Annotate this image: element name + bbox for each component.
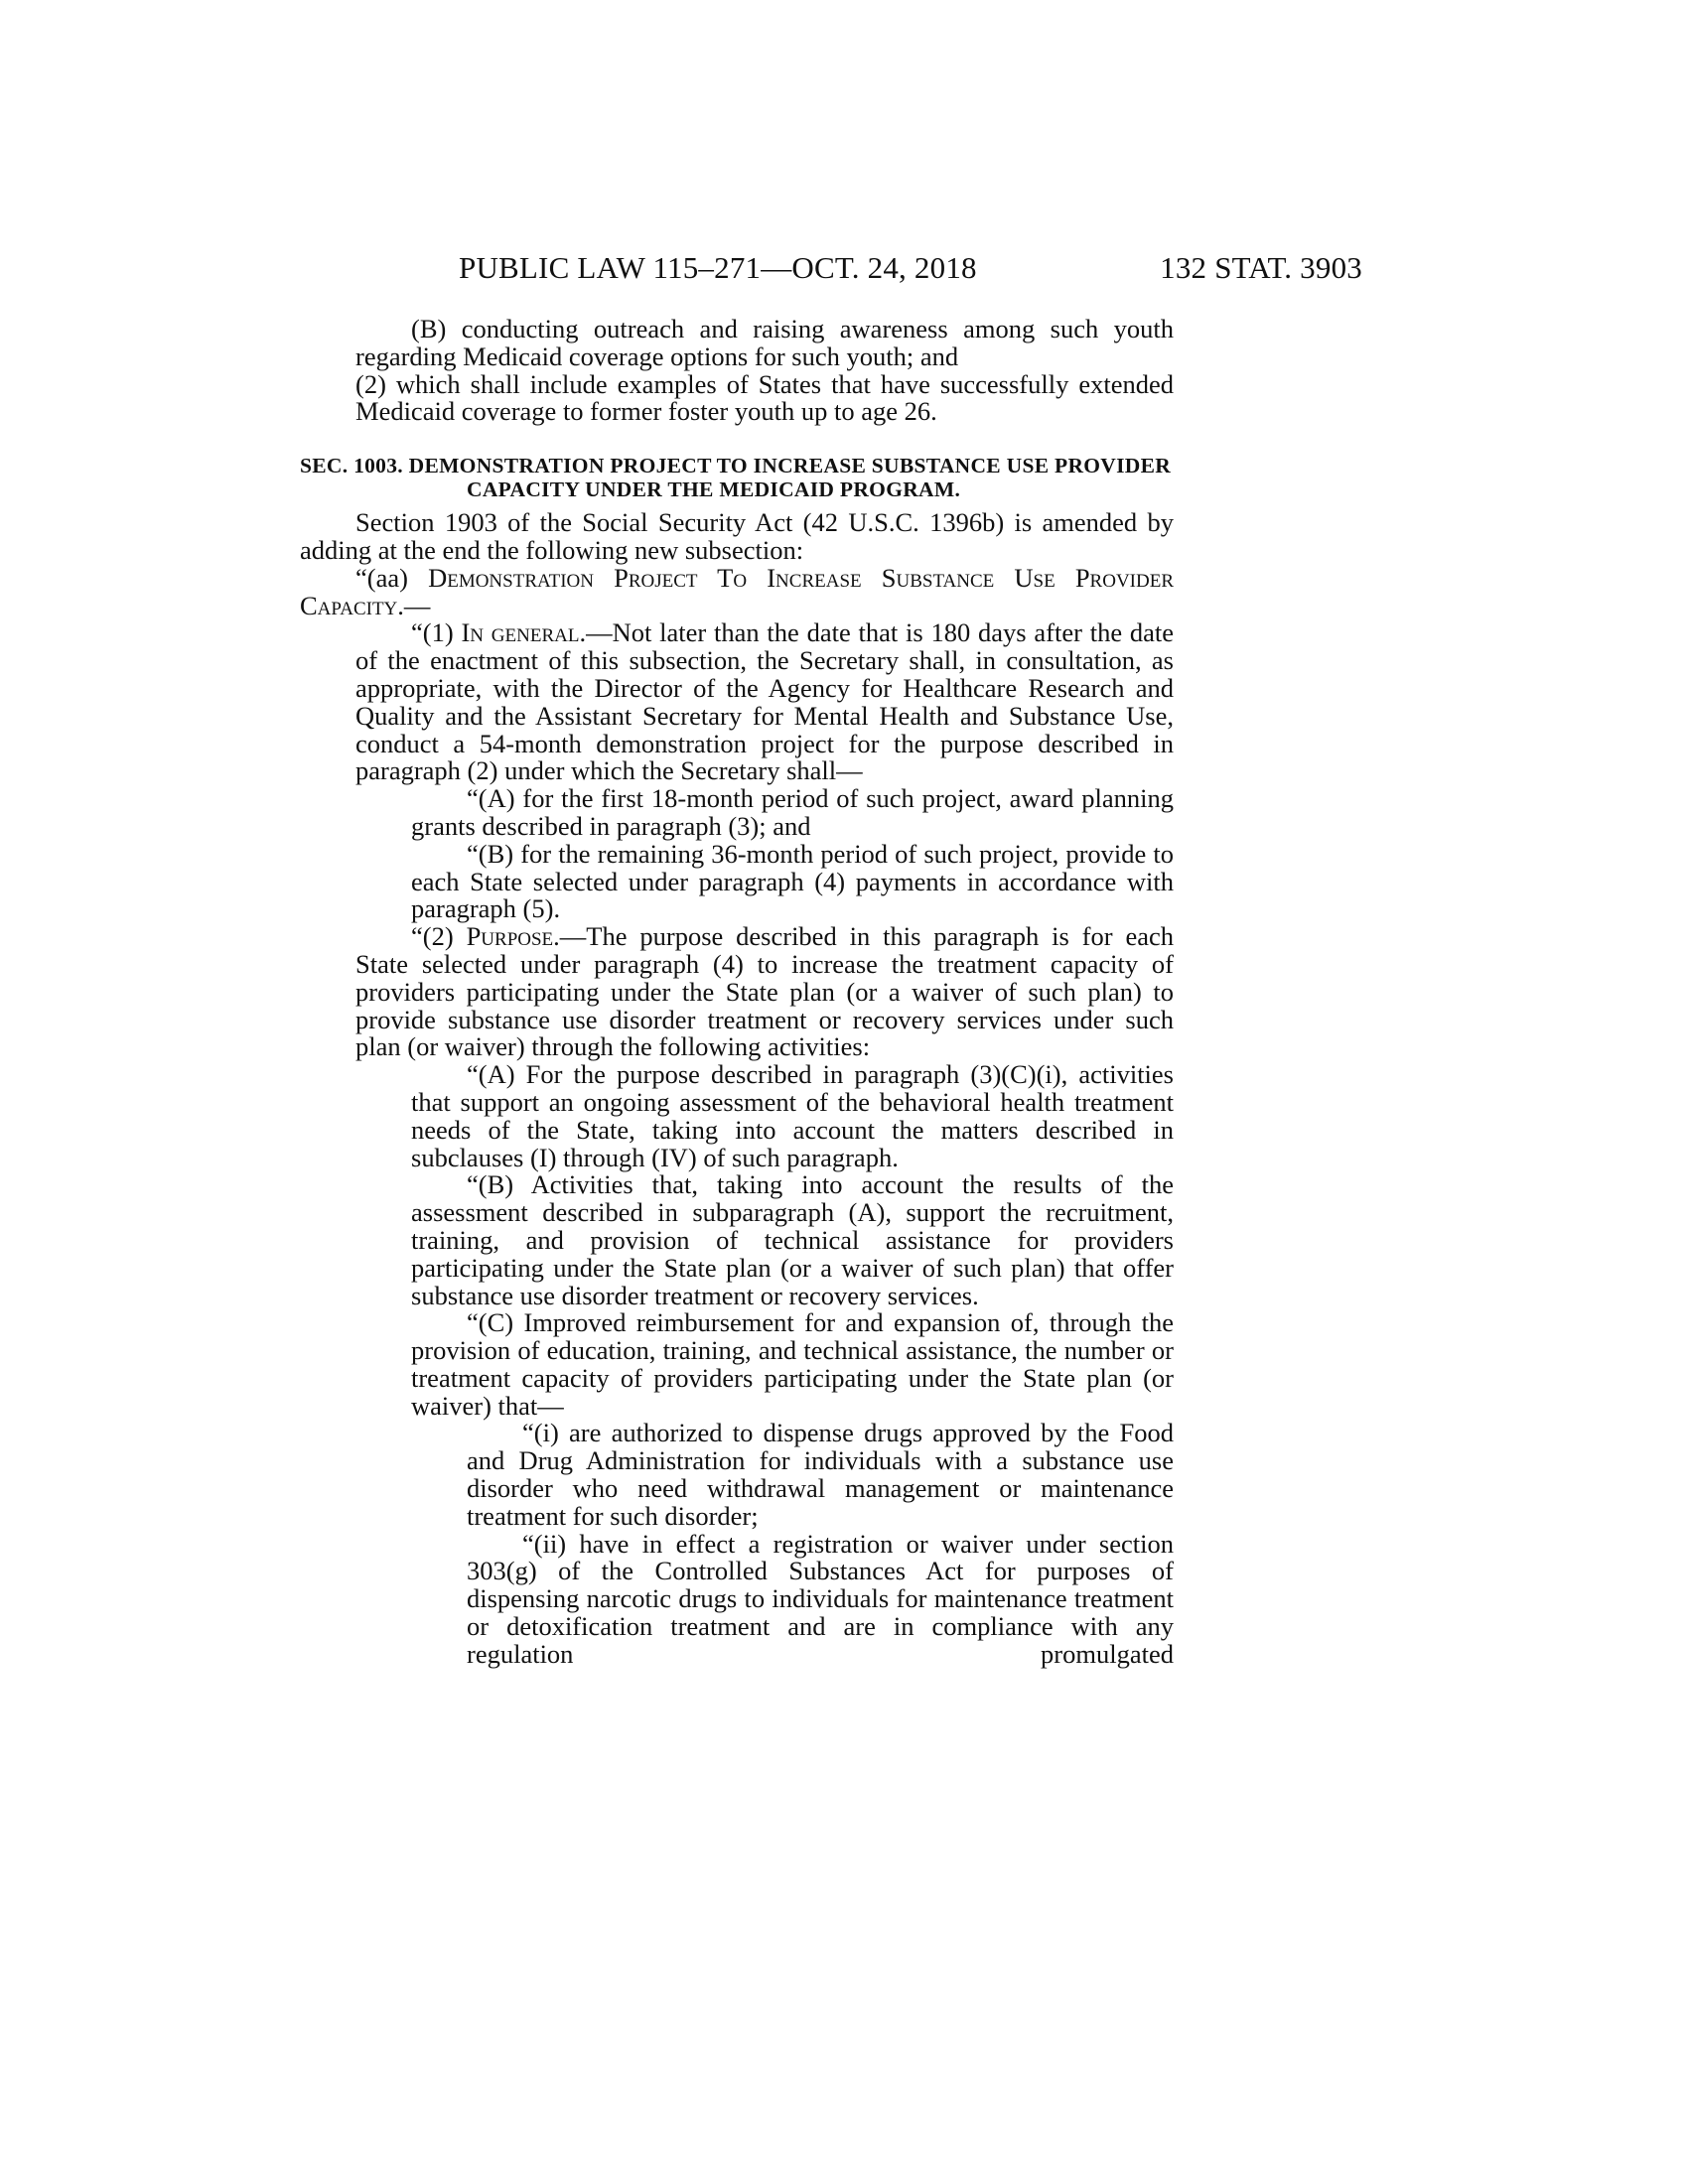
paragraph-2-subparagraph-a: “(A) For the purpose described in paragraph (3)(C)(i), activities that support an ongoing assessment of the behavioral health treatment needs of the State, taking into account the matters described in subclauses (I) through (IV) of such paragraph. [411, 1059, 1174, 1172]
subsection-aa-title: Demonstration Project To Increase Substance Use Provider Capacity.— [300, 562, 1174, 620]
paragraph-2-subparagraph-b: “(B) Activities that, taking into account the results of the assessment described in subparagraph (A), support the recruitment, training, and provision of technical assistance for providers participating under the State plan (or a waiver of such plan) that offer substance use disorder treatment or recovery services. [411, 1169, 1174, 1310]
paragraph-2-text: —The purpose described in this paragraph is for each State selected under paragraph (4) to increase the treatment capacity of providers participating under the State plan (or a waiver of such plan) to provide substance use disorder treatment or recovery services under such plan (or waiver) through the following activities: [355, 921, 1174, 1062]
paragraph-2-subparagraph-c: “(C) Improved reimbursement for and expansion of, through the provision of education, training, and technical assistance, the number or treatment capacity of providers participating under the State plan (or waiver) that— [411, 1307, 1174, 1421]
paragraph-1-title: In general. [461, 617, 587, 648]
paragraph-1-label: “(1) [411, 617, 454, 648]
subsection-aa-heading [300, 562, 1174, 620]
paragraph-2-title: Purpose. [466, 921, 560, 952]
paragraph-1-in-general [300, 619, 1174, 785]
section-heading: SEC. 1003. DEMONSTRATION PROJECT TO INCREASE SUBSTANCE USE PROVIDER CAPACITY UNDER THE MEDICAID PROGRAM. [300, 454, 1172, 502]
clause-c-ii: “(ii) have in effect a registration or waiver under section 303(g) of the Controlled Substances Act for purposes of dispensing narcotic drugs to individuals for maintenance treatment or detoxification treatment and are in compliance with any regulation promulgated [467, 1528, 1174, 1669]
paragraph-2-examples-text: (2) which shall include examples of States that have successfully extended Medicaid coverage to former foster youth up to age 26. [355, 368, 1174, 427]
running-header [300, 250, 1362, 290]
paragraph-b-outreach: (B) conducting outreach and raising awareness among such youth regarding Medicaid coverage options for such youth; and [355, 314, 1174, 371]
paragraph-1-subparagraph-a: “(A) for the first 18-month period of such project, award planning grants described in paragraph (3); and [411, 783, 1174, 841]
section-intro: Section 1903 of the Social Security Act (42 U.S.C. 1396b) is amended by adding at the end the following new subsection: [300, 507, 1174, 565]
paragraph-2-examples [300, 368, 1174, 427]
clause-c-i: “(i) are authorized to dispense drugs approved by the Food and Drug Administration for individuals with a substance use disorder who need withdrawal management or maintenance treatment for such disorder; [467, 1418, 1174, 1531]
paragraph-2-purpose [300, 923, 1174, 1061]
paragraph-1-text: —Not later than the date that is 180 days after the date of the enactment of this subsection, the Secretary shall, in consultation, as appropriate, with the Director of the Agency for Healthcare Research and Quality and the Assistant Secretary for Mental Health and Substance Use, conduct a 54-month demonstration project for the purpose described in paragraph (2) under which the Secretary shall— [355, 617, 1175, 786]
paragraph-2-label: “(2) [411, 921, 454, 952]
subsection-aa-label: “(aa) [355, 562, 408, 593]
statute-page-number: 132 STAT. 3903 [1160, 250, 1362, 285]
document-body [300, 316, 1174, 1669]
paragraph-1-subparagraph-b: “(B) for the remaining 36-month period of such project, provide to each State selected under paragraph (4) payments in accordance with paragraph (5). [411, 838, 1174, 924]
public-law-citation: PUBLIC LAW 115–271—OCT. 24, 2018 [459, 250, 977, 285]
